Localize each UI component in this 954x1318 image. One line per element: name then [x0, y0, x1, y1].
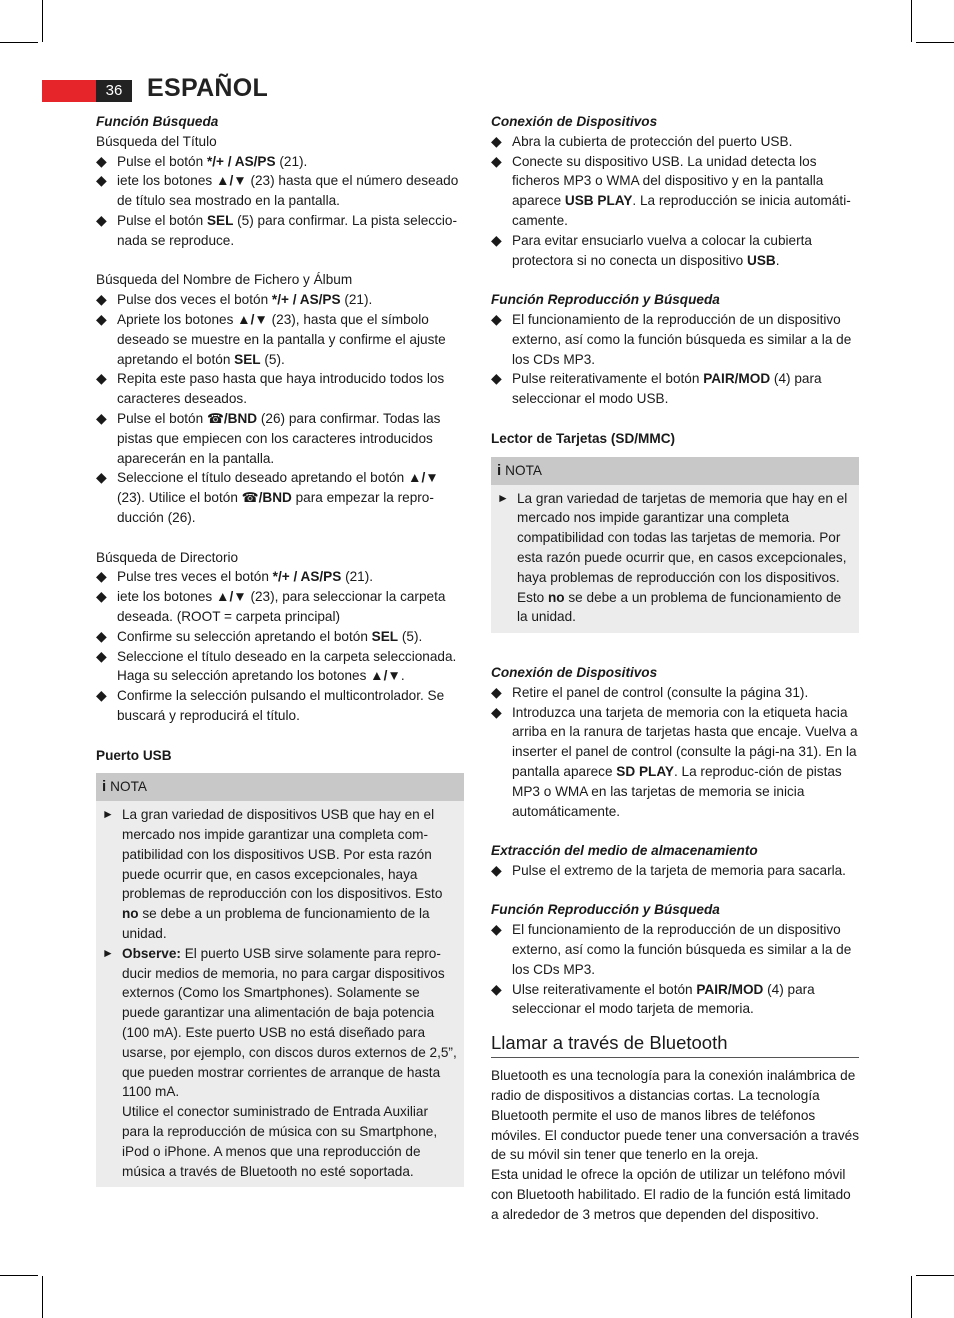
bullet-list — [491, 861, 859, 881]
item-text: Apriete los botones — [117, 311, 238, 327]
crop-mark — [916, 42, 954, 43]
emphasis-text: */+ / AS/PS — [206, 153, 276, 169]
list-item — [491, 369, 859, 409]
note-paragraph: Utilice el conector suministrado de Entrada Auxiliar para la reproducción de música con su Smartphone, iPod o iPhone. A menos que una reproducción de música a través de Bluetooth no esté soportada. — [122, 1104, 438, 1179]
bullet-list — [491, 310, 859, 409]
section-heading: Extracción del medio de almacenamiento — [491, 843, 758, 859]
left-column — [96, 112, 464, 1197]
item-text: (4) para seleccionar el modo USB. — [512, 371, 822, 407]
page-number: 36 — [96, 80, 132, 102]
page-title: ESPAÑOL — [147, 74, 269, 102]
item-text: . La reproduc-ción de pistas MP3 o WMA en las tarjetas de memoria se inicia automáticamente. — [512, 763, 842, 819]
list-item — [96, 587, 464, 627]
section-heading: Lector de Tarjetas (SD/MMC) — [491, 430, 676, 446]
diamond-bullet-icon: ◆ — [491, 683, 502, 700]
bullet-list — [491, 920, 859, 1019]
diamond-bullet-icon: ◆ — [96, 469, 107, 486]
list-item — [96, 211, 464, 251]
item-text: Conecte su dispositivo USB. La unidad detecta los ficheros MP3 o WMA del dispositivo y en la pantalla aparece — [512, 153, 824, 209]
item-text: se debe a un problema de funcionamiento de la unidad. — [517, 589, 842, 625]
diamond-bullet-icon: ◆ — [96, 687, 107, 704]
paragraph: Bluetooth es una tecnología para la conexión inalámbrica de radio de dispositivos a distancias cortas. La tecnología Bluetooth permite el uso de manos libres de teléfonos móviles. El conductor puede tener una conversación a través de su móvil sin tener que tenerlo en la oreja. — [491, 1068, 859, 1163]
note-list — [497, 489, 853, 628]
item-text: (23), hasta que el símbolo deseado se muestre en la pantalla y confirme el ajuste apretando el botón — [117, 311, 446, 367]
bullet-list — [491, 683, 859, 822]
item-text: El funcionamiento de la reproducción de un dispositivo externo, así como la función búsqueda es similar a la de los CDs MP3. — [512, 311, 852, 367]
item-text: Pulse tres veces el botón — [117, 569, 273, 585]
item-text: Retire el panel de control (consulte la página 31). — [512, 684, 809, 700]
item-text: Repita este paso hasta que haya introducido todos los caracteres deseados. — [117, 371, 445, 407]
item-text: Confirme su selección apretando el botón — [117, 628, 372, 644]
diamond-bullet-icon: ◆ — [491, 231, 502, 248]
section-heading: Función Reproducción y Búsqueda — [491, 902, 720, 918]
emphasis-text: no — [122, 906, 139, 922]
item-text: El funcionamiento de la reproducción de un dispositivo externo, así como la función búsqueda es similar a la de los CDs MP3. — [512, 922, 852, 977]
list-item — [96, 567, 464, 587]
diamond-bullet-icon: ◆ — [491, 132, 502, 149]
emphasis-text: SD PLAY — [616, 763, 674, 779]
item-text: se debe a un problema de funcionamiento de la unidad. — [122, 906, 430, 942]
list-item — [96, 171, 464, 211]
list-item — [491, 683, 859, 703]
diamond-bullet-icon: ◆ — [96, 409, 107, 426]
section-heading: Función Reproducción y Búsqueda — [491, 292, 720, 308]
arrow-bullet-icon: ► — [497, 490, 509, 505]
emphasis-text: ▲/▼ — [216, 589, 247, 605]
bullet-list — [96, 152, 464, 251]
diamond-bullet-icon: ◆ — [96, 370, 107, 387]
item-text: Pulse el botón — [117, 153, 207, 169]
subheading: Búsqueda del Título — [96, 133, 217, 149]
emphasis-text: SEL — [371, 628, 399, 644]
item-text: La gran variedad de dispositivos USB que hay en el mercado nos impide garantizar una completa com-patibilidad con los dispositivos USB. Por esta razón puede ocurrir que, en casos excepcionales, haya problemas de reproducción con los dispositivos. Esto — [122, 807, 443, 902]
item-text: Introduzca una tarjeta de memoria con la etiqueta hacia arriba en la ranura de tarjetas hasta que encaje. Vuelva a inserter el panel de control (consulte la pági-na 31). En la pantalla aparece — [512, 704, 858, 779]
list-item — [497, 489, 853, 628]
diamond-bullet-icon: ◆ — [491, 310, 502, 327]
bluetooth-section-title: Llamar a través de Bluetooth — [491, 1031, 859, 1058]
emphasis-text: USB — [747, 252, 776, 268]
bullet-list — [96, 567, 464, 725]
note-label: NOTA — [110, 779, 147, 795]
list-item — [491, 980, 859, 1020]
item-text: Pulse el botón — [117, 212, 207, 228]
arrow-bullet-icon: ► — [102, 807, 114, 822]
diamond-bullet-icon: ◆ — [491, 861, 502, 878]
item-text: El puerto USB sirve solamente para repro-ducir medios de memoria, no para cargar dispositivos externos (Como los Smartphones). Solamente se puede garantizar una alimentación de baja potencia (100 mA). Este puerto USB no está diseñado para usarse, por ejemplo, con discos duros externos de 2,5”, que pueden mostrar corrientes de arranque de hasta 1100 mA. — [122, 945, 457, 1100]
item-text: . La reproducción se inicia automáti-camente. — [512, 193, 851, 228]
item-text: (5) para confirmar. La pista seleccio-nada se reproduce. — [117, 212, 458, 248]
list-item — [96, 647, 464, 687]
diamond-bullet-icon: ◆ — [491, 703, 502, 720]
list-item — [491, 310, 859, 369]
emphasis-text: ▲/▼ — [216, 173, 247, 189]
item-text: (23) hasta que el número deseado de título sea mostrado en la pantalla. — [117, 173, 459, 209]
item-text: (21). — [340, 292, 373, 308]
item-text: Pulse el extremo de la tarjeta de memoria para sacarla. — [512, 862, 846, 878]
note-body — [491, 485, 859, 630]
emphasis-text: ▲/▼ — [370, 668, 401, 684]
emphasis-text: no — [547, 589, 565, 605]
diamond-bullet-icon: ◆ — [96, 627, 107, 644]
item-text: (5). — [398, 628, 423, 644]
right-column — [491, 112, 859, 1225]
diamond-bullet-icon: ◆ — [491, 980, 502, 997]
info-icon: i — [102, 778, 107, 796]
list-item — [491, 703, 859, 822]
info-icon: i — [497, 461, 502, 479]
item-text: (26) para confirmar. Todas las pistas que empiecen con los caracteres introducidos aparecerán en la pantalla. — [117, 410, 441, 466]
diamond-bullet-icon: ◆ — [96, 211, 107, 228]
diamond-bullet-icon: ◆ — [96, 310, 107, 327]
bullet-list — [491, 132, 859, 271]
list-item — [491, 132, 859, 152]
item-text: (21). — [341, 569, 374, 585]
list-item — [96, 686, 464, 726]
emphasis-text: ☎/BND — [206, 410, 258, 426]
crop-mark — [911, 1276, 912, 1318]
list-item — [96, 627, 464, 647]
bullet-list — [96, 290, 464, 528]
emphasis-text: SEL — [234, 351, 261, 367]
crop-mark — [42, 1276, 43, 1318]
diamond-bullet-icon: ◆ — [96, 588, 107, 605]
item-text: Seleccione el título deseado en la carpeta seleccionada. Haga su selección apretando los botones — [117, 648, 457, 684]
item-text: La gran variedad de tarjetas de memoria que hay en el mercado nos impide garantizar una completa compatibilidad con todas las tarjetas de memoria. Por esta razón puede ocurrir que, en casos excepcionales, haya problemas de reproducción con los dispositivos. Esto — [517, 490, 848, 605]
item-text: Confirme la selección pulsando el multicontrolador. Se buscará y reproducirá el título. — [117, 688, 445, 723]
section-heading: Conexión de Dispositivos — [491, 114, 658, 129]
item-text: Para evitar ensuciarlo vuelva a colocar la cubierta protectora si no conecta un dispositivo — [512, 232, 812, 268]
list-item — [102, 805, 458, 944]
subheading: Búsqueda del Nombre de Fichero y Álbum — [96, 272, 353, 288]
diamond-bullet-icon: ◆ — [491, 921, 502, 938]
crop-mark — [911, 0, 912, 42]
item-text: iete los botones — [117, 589, 216, 605]
emphasis-text: ▲/▼ — [407, 470, 439, 486]
item-text: para empezar la repro-ducción (26). — [117, 490, 434, 525]
item-text: Ulse reiterativamente el botón — [512, 981, 697, 997]
list-item — [96, 152, 464, 172]
note-header — [96, 773, 464, 801]
list-item — [96, 409, 464, 468]
emphasis-text: ☎/BND — [241, 490, 292, 506]
emphasis-text: */+ / AS/PS — [271, 292, 341, 308]
item-text: (23), para seleccionar la carpeta deseada. (ROOT = carpeta principal) — [117, 589, 446, 624]
item-text: Abra la cubierta de protección del puerto USB. — [512, 133, 793, 149]
list-item — [491, 920, 859, 979]
list-item — [96, 290, 464, 310]
item-text: iete los botones — [117, 173, 216, 189]
note-list — [102, 805, 458, 1102]
diamond-bullet-icon: ◆ — [96, 152, 107, 169]
section-heading: Conexión de Dispositivos — [491, 664, 658, 680]
diamond-bullet-icon: ◆ — [96, 291, 107, 308]
diamond-bullet-icon: ◆ — [96, 647, 107, 664]
note-label: NOTA — [505, 462, 542, 478]
item-text: . — [775, 252, 780, 268]
item-text: (5). — [260, 351, 285, 367]
list-item — [96, 310, 464, 369]
item-text: (21). — [275, 153, 308, 169]
list-item — [491, 231, 859, 271]
emphasis-text: SEL — [206, 212, 234, 228]
item-text: (23). Utilice el botón — [117, 490, 242, 506]
emphasis-text: USB PLAY — [564, 193, 633, 209]
crop-mark — [42, 0, 43, 42]
crop-mark — [0, 42, 38, 43]
note-box — [491, 457, 859, 634]
item-text: . — [400, 668, 405, 684]
crop-mark — [916, 1275, 954, 1276]
item-text: Pulse dos veces el botón — [117, 292, 272, 308]
list-item — [96, 468, 464, 527]
item-text: (4) para seleccionar el modo tarjeta de memoria. — [512, 981, 815, 1017]
diamond-bullet-icon: ◆ — [96, 172, 107, 189]
diamond-bullet-icon: ◆ — [491, 370, 502, 387]
item-text: Seleccione el título deseado apretando el botón — [117, 470, 408, 486]
emphasis-text: */+ / AS/PS — [272, 569, 342, 585]
arrow-bullet-icon: ► — [102, 945, 114, 960]
crop-mark — [0, 1275, 38, 1276]
list-item — [491, 861, 859, 881]
section-heading: Puerto USB — [96, 747, 172, 763]
list-item — [491, 152, 859, 231]
list-item — [102, 944, 458, 1102]
diamond-bullet-icon: ◆ — [96, 568, 107, 585]
emphasis-text: PAIR/MOD — [703, 371, 771, 387]
emphasis-text: Observe: — [122, 945, 181, 961]
list-item — [96, 369, 464, 409]
diamond-bullet-icon: ◆ — [491, 152, 502, 169]
note-body — [96, 801, 464, 1183]
paragraph: Esta unidad le ofrece la opción de utilizar un teléfono móvil con Bluetooth habilitado. El radio de la función está limitado a alrededor de 3 metros que dependen del dispositivo. — [491, 1167, 851, 1222]
subheading: Búsqueda de Directorio — [96, 549, 239, 565]
item-text: Pulse el botón — [117, 410, 207, 426]
note-box — [96, 773, 464, 1187]
item-text: Pulse reiterativamente el botón — [512, 371, 704, 387]
emphasis-text: PAIR/MOD — [696, 981, 764, 997]
section-heading: Función Búsqueda — [96, 114, 219, 129]
note-header — [491, 457, 859, 485]
emphasis-text: ▲/▼ — [237, 311, 268, 327]
